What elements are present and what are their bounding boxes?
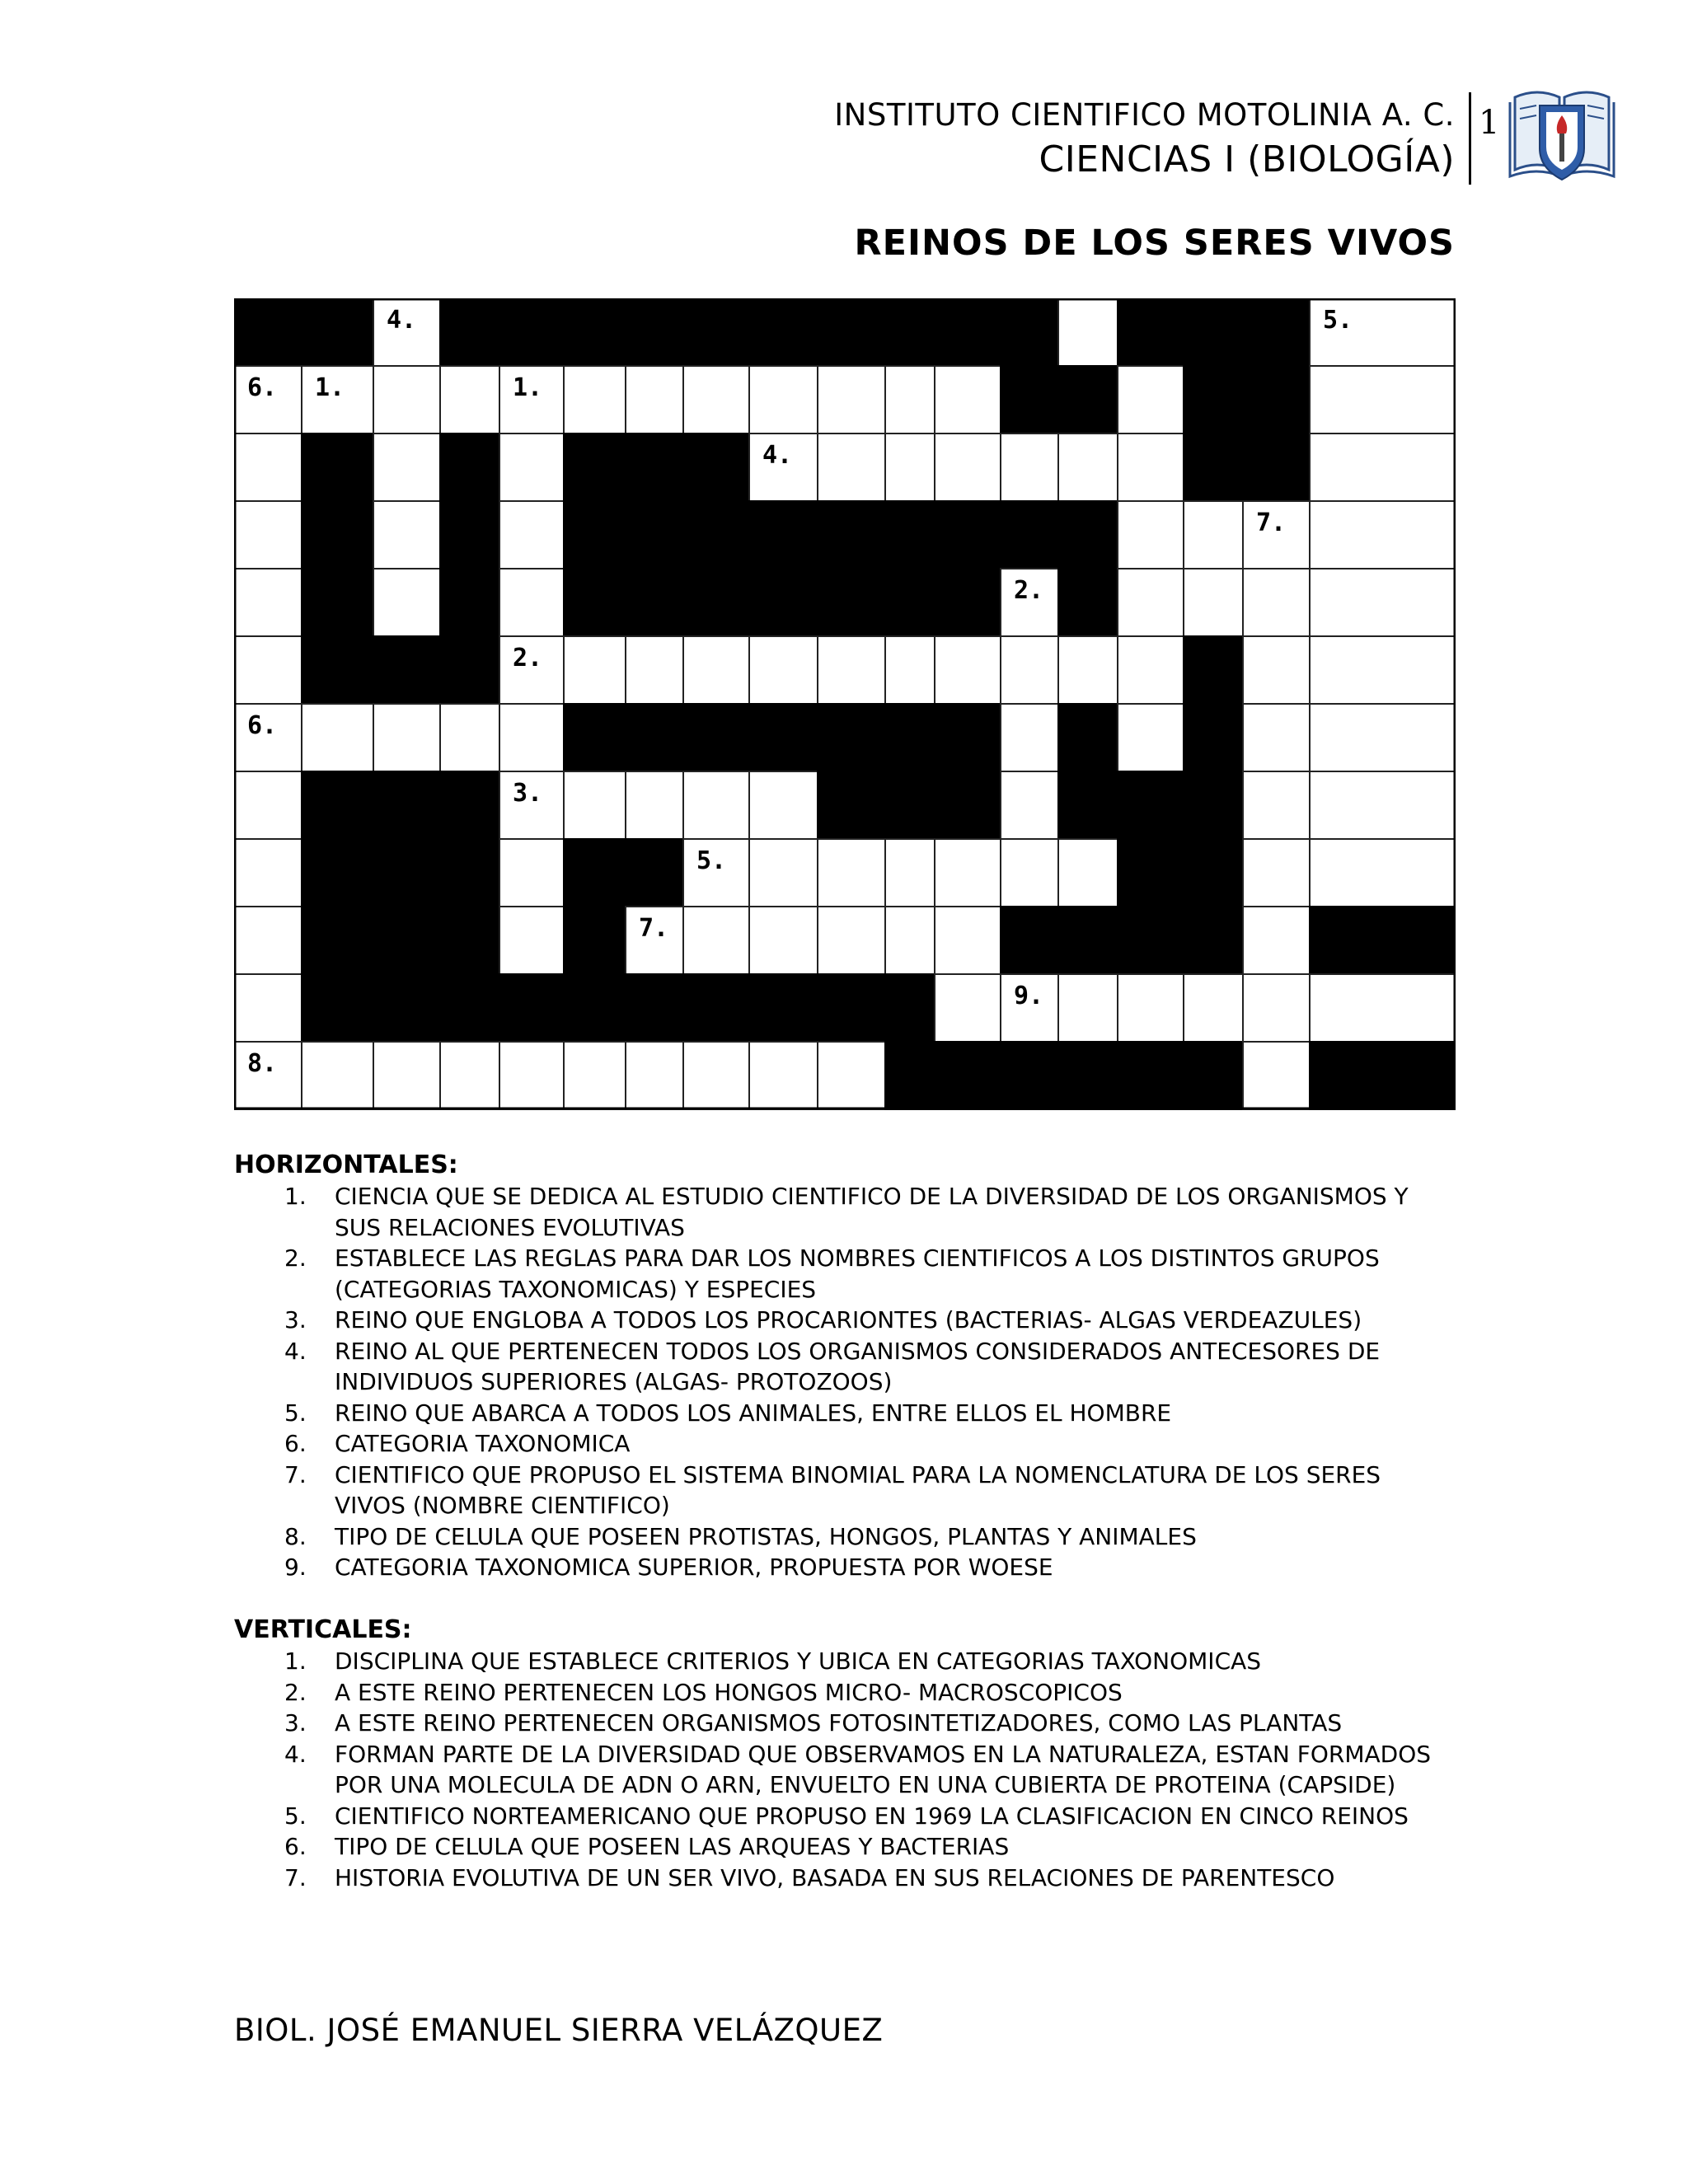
block-cell bbox=[302, 569, 373, 636]
block-cell bbox=[935, 501, 1001, 569]
block-cell bbox=[1058, 907, 1118, 974]
block-cell bbox=[302, 636, 373, 704]
answer-cell[interactable] bbox=[499, 907, 564, 974]
answer-cell[interactable] bbox=[1310, 974, 1456, 1042]
block-cell bbox=[1243, 434, 1310, 501]
answer-cell[interactable] bbox=[818, 636, 885, 704]
answer-cell[interactable] bbox=[1243, 1042, 1310, 1109]
block-cell bbox=[302, 434, 373, 501]
block-cell bbox=[885, 569, 935, 636]
block-cell bbox=[302, 501, 373, 569]
block-cell bbox=[564, 839, 626, 907]
block-cell bbox=[564, 974, 626, 1042]
block-cell bbox=[1184, 434, 1243, 501]
block-cell bbox=[885, 501, 935, 569]
answer-cell[interactable] bbox=[440, 366, 499, 434]
horizontales-heading: HORIZONTALES: bbox=[234, 1151, 458, 1179]
block-cell bbox=[373, 839, 440, 907]
block-cell bbox=[626, 839, 683, 907]
block-cell bbox=[935, 771, 1001, 839]
block-cell bbox=[302, 771, 373, 839]
block-cell bbox=[302, 907, 373, 974]
clue-item bbox=[272, 1460, 1442, 1521]
answer-cell[interactable] bbox=[749, 839, 818, 907]
block-cell bbox=[885, 298, 935, 366]
answer-cell[interactable] bbox=[302, 704, 373, 771]
clue-item-number: 2. bbox=[284, 1678, 307, 1706]
answer-cell[interactable] bbox=[683, 771, 749, 839]
answer-cell[interactable] bbox=[234, 569, 302, 636]
answer-cell[interactable] bbox=[440, 704, 499, 771]
answer-cell[interactable] bbox=[1118, 569, 1184, 636]
clue-item bbox=[272, 1708, 1442, 1739]
answer-cell[interactable] bbox=[234, 907, 302, 974]
answer-cell[interactable] bbox=[1310, 771, 1456, 839]
clue-number: 9. bbox=[1014, 982, 1044, 1010]
clue-item bbox=[272, 1521, 1442, 1553]
answer-cell[interactable] bbox=[1118, 704, 1184, 771]
block-cell bbox=[885, 704, 935, 771]
block-cell bbox=[440, 434, 499, 501]
block-cell bbox=[564, 569, 626, 636]
answer-cell[interactable] bbox=[1058, 434, 1118, 501]
clue-item-text: A ESTE REINO PERTENECEN ORGANISMOS FOTOSINTETIZADORES, COMO LAS PLANTAS bbox=[335, 1709, 1343, 1736]
clue-item bbox=[272, 1305, 1442, 1336]
block-cell bbox=[1058, 771, 1118, 839]
answer-cell[interactable] bbox=[234, 771, 302, 839]
clue-item-text: CIENTIFICO QUE PROPUSO EL SISTEMA BINOMIAL PARA LA NOMENCLATURA DE LOS SERES VIVOS (NOMBRE CIENTIFICO) bbox=[335, 1460, 1381, 1519]
block-cell bbox=[440, 974, 499, 1042]
clue-item-number: 4. bbox=[284, 1740, 307, 1768]
answer-cell[interactable] bbox=[626, 771, 683, 839]
block-cell bbox=[1310, 907, 1456, 974]
clue-item bbox=[272, 1336, 1442, 1398]
block-cell bbox=[1001, 1042, 1058, 1109]
block-cell bbox=[302, 298, 373, 366]
answer-cell[interactable] bbox=[818, 366, 885, 434]
answer-cell[interactable] bbox=[1310, 366, 1456, 434]
clue-item-text: CATEGORIA TAXONOMICA bbox=[335, 1430, 631, 1457]
answer-cell[interactable] bbox=[373, 1042, 440, 1109]
answer-cell[interactable] bbox=[885, 839, 935, 907]
block-cell bbox=[373, 636, 440, 704]
answer-cell[interactable] bbox=[1001, 839, 1058, 907]
answer-cell[interactable] bbox=[818, 1042, 885, 1109]
answer-cell[interactable] bbox=[935, 636, 1001, 704]
clue-number: 7. bbox=[639, 914, 669, 943]
answer-cell[interactable] bbox=[749, 636, 818, 704]
block-cell bbox=[440, 501, 499, 569]
block-cell bbox=[440, 636, 499, 704]
clue-item-number: 7. bbox=[284, 1460, 307, 1488]
answer-cell[interactable] bbox=[818, 907, 885, 974]
header-subject: CIENCIAS I (BIOLOGÍA) bbox=[1039, 138, 1455, 180]
answer-cell[interactable] bbox=[234, 839, 302, 907]
answer-cell[interactable] bbox=[818, 434, 885, 501]
block-cell bbox=[1058, 366, 1118, 434]
block-cell bbox=[626, 434, 683, 501]
answer-cell[interactable] bbox=[499, 704, 564, 771]
answer-cell[interactable] bbox=[935, 366, 1001, 434]
verticales-list bbox=[272, 1646, 1442, 1893]
answer-cell[interactable] bbox=[1243, 907, 1310, 974]
clue-item bbox=[272, 1243, 1442, 1305]
answer-cell[interactable] bbox=[499, 839, 564, 907]
block-cell bbox=[1184, 636, 1243, 704]
block-cell bbox=[1243, 366, 1310, 434]
answer-cell[interactable] bbox=[1058, 839, 1118, 907]
answer-cell[interactable] bbox=[1001, 434, 1058, 501]
answer-cell[interactable] bbox=[1118, 636, 1184, 704]
clue-item-number: 2. bbox=[284, 1244, 307, 1272]
clue-item-text: FORMAN PARTE DE LA DIVERSIDAD QUE OBSERVAMOS EN LA NATURALEZA, ESTAN FORMADOS POR UNA MOLECULA DE ADN O ARN, ENVUELTO EN UNA CUBIERTA DE PROTEINA (CAPSIDE) bbox=[335, 1740, 1431, 1798]
clue-item bbox=[272, 1863, 1442, 1894]
block-cell bbox=[440, 771, 499, 839]
clue-item-text: ESTABLECE LAS REGLAS PARA DAR LOS NOMBRES CIENTIFICOS A LOS DISTINTOS GRUPOS (CATEGORIAS TAXONOMICAS) Y ESPECIES bbox=[335, 1244, 1380, 1303]
clue-number: 4. bbox=[387, 306, 417, 335]
answer-cell[interactable] bbox=[683, 366, 749, 434]
clue-item-text: CATEGORIA TAXONOMICA SUPERIOR, PROPUESTA POR WOESE bbox=[335, 1554, 1053, 1581]
block-cell bbox=[234, 298, 302, 366]
answer-cell[interactable] bbox=[1310, 569, 1456, 636]
clue-item bbox=[272, 1831, 1442, 1863]
answer-cell[interactable] bbox=[749, 771, 818, 839]
clue-item-text: TIPO DE CELULA QUE POSEEN PROTISTAS, HONGOS, PLANTAS Y ANIMALES bbox=[335, 1522, 1197, 1550]
block-cell bbox=[1184, 366, 1243, 434]
clue-item bbox=[272, 1739, 1442, 1801]
block-cell bbox=[749, 974, 818, 1042]
block-cell bbox=[683, 434, 749, 501]
block-cell bbox=[1310, 1042, 1456, 1109]
block-cell bbox=[373, 907, 440, 974]
answer-cell[interactable] bbox=[1001, 636, 1058, 704]
answer-cell[interactable] bbox=[1184, 501, 1243, 569]
school-logo bbox=[1508, 73, 1615, 196]
answer-cell[interactable] bbox=[302, 1042, 373, 1109]
answer-cell[interactable] bbox=[1310, 434, 1456, 501]
answer-cell[interactable] bbox=[1184, 569, 1243, 636]
clue-item-number: 4. bbox=[284, 1337, 307, 1365]
clue-number: 5. bbox=[696, 846, 727, 875]
block-cell bbox=[626, 569, 683, 636]
clue-item-number: 9. bbox=[284, 1554, 307, 1581]
page-number: 1 bbox=[1479, 104, 1500, 142]
block-cell bbox=[818, 298, 885, 366]
clue-number: 4. bbox=[762, 441, 793, 470]
clue-item-text: REINO QUE ENGLOBA A TODOS LOS PROCARIONTES (BACTERIAS- ALGAS VERDEAZULES) bbox=[335, 1306, 1362, 1333]
header-divider bbox=[1469, 92, 1471, 185]
block-cell bbox=[564, 298, 626, 366]
block-cell bbox=[440, 298, 499, 366]
clue-item-number: 6. bbox=[284, 1833, 307, 1860]
clue-item-number: 6. bbox=[284, 1430, 307, 1457]
answer-cell[interactable] bbox=[935, 974, 1001, 1042]
block-cell bbox=[626, 501, 683, 569]
answer-cell[interactable] bbox=[1001, 704, 1058, 771]
clue-item-number: 7. bbox=[284, 1863, 307, 1891]
block-cell bbox=[564, 704, 626, 771]
answer-cell[interactable] bbox=[683, 1042, 749, 1109]
clue-number: 8. bbox=[247, 1049, 278, 1078]
clue-item-number: 3. bbox=[284, 1306, 307, 1333]
clue-number: 1. bbox=[513, 373, 543, 402]
block-cell bbox=[935, 569, 1001, 636]
clue-item-text: CIENCIA QUE SE DEDICA AL ESTUDIO CIENTIFICO DE LA DIVERSIDAD DE LOS ORGANISMOS Y SUS RELACIONES EVOLUTIVAS bbox=[335, 1183, 1409, 1241]
block-cell bbox=[749, 501, 818, 569]
clue-number: 2. bbox=[513, 644, 543, 673]
answer-cell[interactable] bbox=[440, 1042, 499, 1109]
clue-number: 3. bbox=[513, 779, 543, 808]
block-cell bbox=[683, 569, 749, 636]
block-cell bbox=[683, 298, 749, 366]
block-cell bbox=[499, 298, 564, 366]
answer-cell[interactable] bbox=[1243, 974, 1310, 1042]
answer-cell[interactable] bbox=[564, 771, 626, 839]
answer-cell[interactable] bbox=[1118, 366, 1184, 434]
answer-cell[interactable] bbox=[749, 1042, 818, 1109]
clue-item bbox=[272, 1801, 1442, 1832]
answer-cell[interactable] bbox=[1118, 501, 1184, 569]
clue-item bbox=[272, 1552, 1442, 1583]
block-cell bbox=[1001, 907, 1058, 974]
clue-item-number: 5. bbox=[284, 1399, 307, 1427]
block-cell bbox=[440, 839, 499, 907]
clue-item bbox=[272, 1181, 1442, 1243]
block-cell bbox=[1118, 771, 1184, 839]
answer-cell[interactable] bbox=[749, 366, 818, 434]
block-cell bbox=[1058, 1042, 1118, 1109]
block-cell bbox=[683, 704, 749, 771]
block-cell bbox=[749, 569, 818, 636]
block-cell bbox=[1184, 704, 1243, 771]
block-cell bbox=[1118, 839, 1184, 907]
clue-item-text: REINO AL QUE PERTENECEN TODOS LOS ORGANISMOS CONSIDERADOS ANTECESORES DE INDIVIDUOS SUPERIORES (ALGAS- PROTOZOOS) bbox=[335, 1337, 1381, 1395]
answer-cell[interactable] bbox=[1243, 839, 1310, 907]
answer-cell[interactable] bbox=[885, 434, 935, 501]
block-cell bbox=[818, 974, 885, 1042]
clue-number: 3. bbox=[1131, 306, 1161, 335]
answer-cell[interactable] bbox=[1058, 636, 1118, 704]
answer-cell[interactable] bbox=[499, 569, 564, 636]
clue-number: 6. bbox=[247, 373, 278, 402]
clue-item-text: DISCIPLINA QUE ESTABLECE CRITERIOS Y UBICA EN CATEGORIAS TAXONOMICAS bbox=[335, 1647, 1262, 1675]
block-cell bbox=[1184, 298, 1243, 366]
clue-item-number: 8. bbox=[284, 1522, 307, 1550]
clue-number: 2. bbox=[1014, 576, 1044, 605]
footer-author: BIOL. JOSÉ EMANUEL SIERRA VELÁZQUEZ bbox=[234, 2013, 884, 2048]
clue-item-number: 3. bbox=[284, 1709, 307, 1736]
answer-cell[interactable] bbox=[885, 636, 935, 704]
block-cell bbox=[749, 704, 818, 771]
block-cell bbox=[1058, 704, 1118, 771]
block-cell bbox=[683, 974, 749, 1042]
answer-cell[interactable] bbox=[683, 636, 749, 704]
block-cell bbox=[499, 974, 564, 1042]
answer-cell[interactable] bbox=[1310, 636, 1456, 704]
answer-cell[interactable] bbox=[626, 636, 683, 704]
clue-item-number: 5. bbox=[284, 1802, 307, 1830]
answer-cell[interactable] bbox=[1118, 974, 1184, 1042]
answer-cell[interactable] bbox=[1310, 839, 1456, 907]
answer-cell[interactable] bbox=[373, 366, 440, 434]
block-cell bbox=[302, 839, 373, 907]
worksheet-title: REINOS DE LOS SERES VIVOS bbox=[854, 223, 1455, 264]
answer-cell[interactable] bbox=[885, 366, 935, 434]
answer-cell[interactable] bbox=[1243, 569, 1310, 636]
block-cell bbox=[1118, 1042, 1184, 1109]
answer-cell[interactable] bbox=[626, 366, 683, 434]
block-cell bbox=[818, 501, 885, 569]
block-cell bbox=[1001, 501, 1058, 569]
answer-cell[interactable] bbox=[1184, 974, 1243, 1042]
block-cell bbox=[626, 974, 683, 1042]
block-cell bbox=[440, 907, 499, 974]
clue-number: 1. bbox=[315, 373, 345, 402]
clue-item-text: TIPO DE CELULA QUE POSEEN LAS ARQUEAS Y BACTERIAS bbox=[335, 1833, 1010, 1860]
block-cell bbox=[1184, 907, 1243, 974]
answer-cell[interactable] bbox=[683, 907, 749, 974]
answer-cell[interactable] bbox=[234, 501, 302, 569]
block-cell bbox=[935, 1042, 1001, 1109]
clue-item bbox=[272, 1428, 1442, 1460]
answer-cell[interactable] bbox=[1310, 501, 1456, 569]
block-cell bbox=[1058, 569, 1118, 636]
answer-cell[interactable] bbox=[885, 907, 935, 974]
answer-cell[interactable] bbox=[1058, 298, 1118, 366]
block-cell bbox=[1118, 907, 1184, 974]
clue-item-text: HISTORIA EVOLUTIVA DE UN SER VIVO, BASADA EN SUS RELACIONES DE PARENTESCO bbox=[335, 1863, 1335, 1891]
answer-cell[interactable] bbox=[1243, 771, 1310, 839]
block-cell bbox=[935, 298, 1001, 366]
answer-cell[interactable] bbox=[935, 839, 1001, 907]
block-cell bbox=[1184, 1042, 1243, 1109]
answer-cell[interactable] bbox=[373, 704, 440, 771]
clue-number: 6. bbox=[247, 711, 278, 740]
block-cell bbox=[302, 974, 373, 1042]
block-cell bbox=[1001, 366, 1058, 434]
clue-item bbox=[272, 1646, 1442, 1677]
answer-cell[interactable] bbox=[499, 434, 564, 501]
answer-cell[interactable] bbox=[373, 501, 440, 569]
answer-cell[interactable] bbox=[564, 1042, 626, 1109]
answer-cell[interactable] bbox=[564, 366, 626, 434]
block-cell bbox=[373, 974, 440, 1042]
block-cell bbox=[1184, 771, 1243, 839]
block-cell bbox=[440, 569, 499, 636]
block-cell bbox=[1184, 839, 1243, 907]
clue-item-text: A ESTE REINO PERTENECEN LOS HONGOS MICRO- MACROSCOPICOS bbox=[335, 1678, 1123, 1706]
answer-cell[interactable] bbox=[1310, 704, 1456, 771]
block-cell bbox=[626, 704, 683, 771]
answer-cell[interactable] bbox=[1001, 771, 1058, 839]
block-cell bbox=[564, 434, 626, 501]
answer-cell[interactable] bbox=[935, 434, 1001, 501]
block-cell bbox=[885, 771, 935, 839]
answer-cell[interactable] bbox=[234, 636, 302, 704]
block-cell bbox=[1243, 298, 1310, 366]
answer-cell[interactable] bbox=[818, 839, 885, 907]
block-cell bbox=[1058, 501, 1118, 569]
clue-item-text: CIENTIFICO NORTEAMERICANO QUE PROPUSO EN 1969 LA CLASIFICACION EN CINCO REINOS bbox=[335, 1802, 1409, 1830]
block-cell bbox=[373, 771, 440, 839]
answer-cell[interactable] bbox=[564, 636, 626, 704]
block-cell bbox=[818, 569, 885, 636]
clue-number: 7. bbox=[1256, 509, 1287, 537]
block-cell bbox=[626, 298, 683, 366]
clue-item-number: 1. bbox=[284, 1183, 307, 1210]
answer-cell[interactable] bbox=[373, 434, 440, 501]
horizontales-list bbox=[272, 1181, 1442, 1583]
clue-item-text: REINO QUE ABARCA A TODOS LOS ANIMALES, ENTRE ELLOS EL HOMBRE bbox=[335, 1399, 1172, 1427]
block-cell bbox=[683, 501, 749, 569]
block-cell bbox=[749, 298, 818, 366]
answer-cell[interactable] bbox=[234, 434, 302, 501]
verticales-heading: VERTICALES: bbox=[234, 1615, 412, 1644]
block-cell bbox=[885, 1042, 935, 1109]
answer-cell[interactable] bbox=[1058, 974, 1118, 1042]
block-cell bbox=[818, 771, 885, 839]
clue-number: 5. bbox=[1323, 306, 1353, 335]
answer-cell[interactable] bbox=[1243, 636, 1310, 704]
answer-cell[interactable] bbox=[234, 974, 302, 1042]
block-cell bbox=[1001, 298, 1058, 366]
answer-cell[interactable] bbox=[749, 907, 818, 974]
answer-cell[interactable] bbox=[499, 1042, 564, 1109]
answer-cell[interactable] bbox=[499, 501, 564, 569]
crossword-grid bbox=[234, 298, 1456, 1113]
answer-cell[interactable] bbox=[1243, 704, 1310, 771]
answer-cell[interactable] bbox=[373, 569, 440, 636]
block-cell bbox=[564, 907, 626, 974]
answer-cell[interactable] bbox=[626, 1042, 683, 1109]
block-cell bbox=[818, 704, 885, 771]
header-institute: INSTITUTO CIENTIFICO MOTOLINIA A. C. bbox=[834, 97, 1455, 133]
clue-item-number: 1. bbox=[284, 1647, 307, 1675]
block-cell bbox=[935, 704, 1001, 771]
block-cell bbox=[885, 974, 935, 1042]
clue-item bbox=[272, 1677, 1442, 1708]
answer-cell[interactable] bbox=[1118, 434, 1184, 501]
answer-cell[interactable] bbox=[935, 907, 1001, 974]
clue-item bbox=[272, 1398, 1442, 1429]
block-cell bbox=[564, 501, 626, 569]
